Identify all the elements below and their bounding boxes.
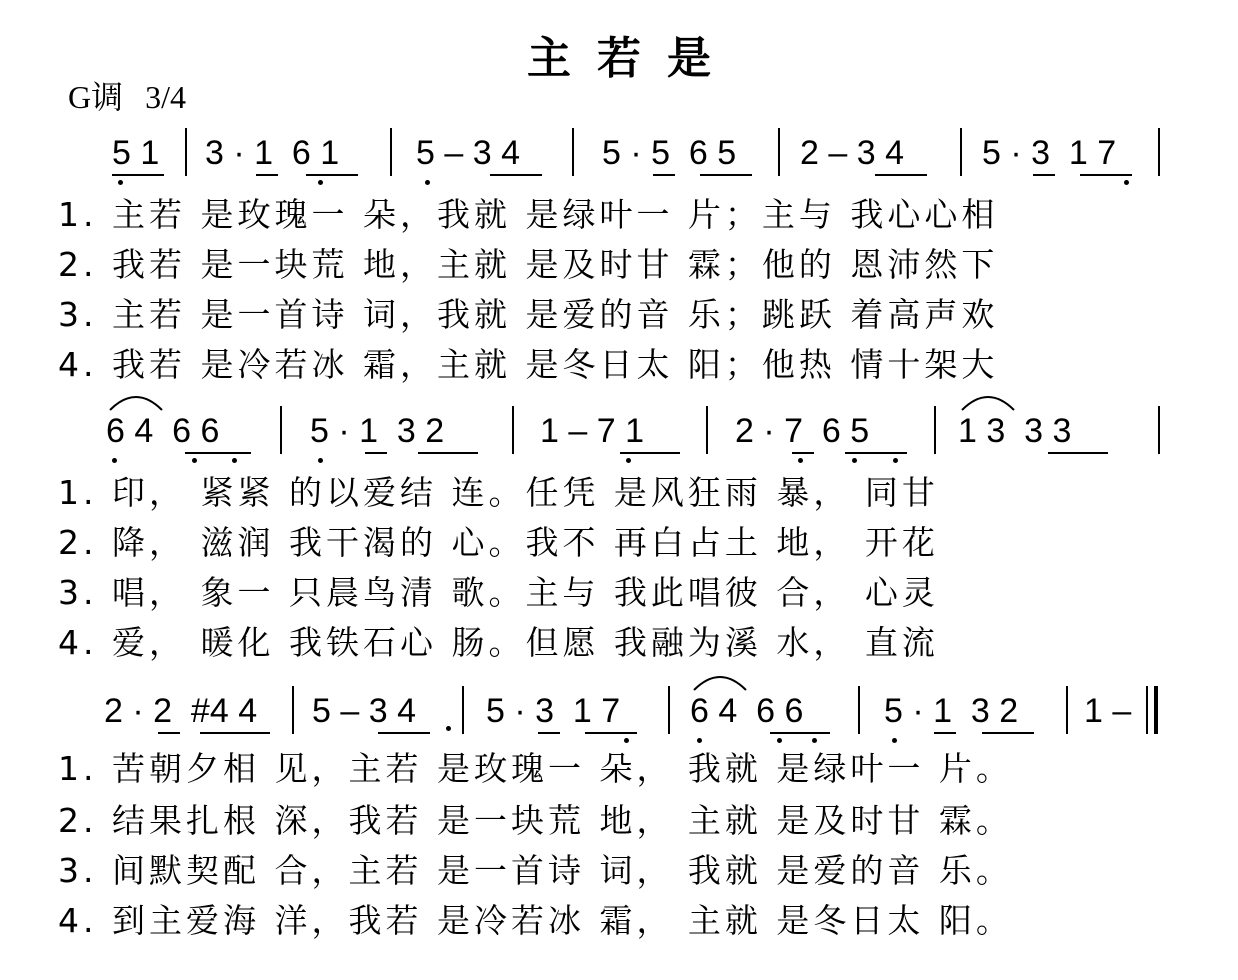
lyric-line (0, 898, 1238, 944)
low-octave-dot (626, 458, 631, 463)
barline (390, 128, 392, 176)
measure: 5 · 3 1 7 (486, 692, 621, 730)
low-octave-dot (318, 180, 323, 185)
beam-underline (934, 732, 956, 734)
beam-underline (770, 732, 830, 734)
final-barline (1154, 686, 1158, 734)
lyric-line (0, 342, 1238, 388)
beam-underline (1048, 452, 1108, 454)
barline (668, 686, 670, 734)
low-octave-dot (893, 458, 898, 463)
beam-underline (112, 174, 164, 176)
barline (960, 128, 962, 176)
measure: 2 · 7 6 5 (735, 412, 870, 450)
low-octave-dot (1124, 180, 1129, 185)
lyric-verse-4: 4. 到主爱海 洋，我若 是冷若冰 霜， 主就 是冬日太 阳。 (58, 901, 1013, 940)
barline (706, 406, 708, 454)
low-octave-dot (852, 458, 857, 463)
measure: 5 · 3 1 7 (982, 134, 1117, 172)
measure: 3 · 1 6 1 (205, 134, 340, 172)
staccato-dot (446, 726, 451, 731)
measure: 5 1 (112, 134, 160, 172)
measure: 1 – (1084, 692, 1132, 730)
lyric-verse-2: 2. 我若 是一块荒 地，主就 是及时甘 霖；他的 恩沛然下 (58, 245, 999, 284)
lyric-line (0, 520, 1238, 566)
beam-underline (306, 174, 358, 176)
measure: 1 – 7 1 (540, 412, 644, 450)
lyric-verse-4: 4. 爱， 暖化 我铁石心 肠。但愿 我融为溪 水， 直流 (58, 623, 939, 662)
barline (1158, 128, 1160, 176)
lyric-verse-2: 2. 结果扎根 深，我若 是一块荒 地， 主就 是及时甘 霖。 (58, 801, 1013, 840)
lyric-line (0, 746, 1238, 792)
low-octave-dot (232, 458, 237, 463)
lyric-verse-2: 2. 降， 滋润 我干渴的 心。我不 再白占土 地， 开花 (58, 523, 939, 562)
beam-underline (378, 732, 430, 734)
low-octave-dot (624, 738, 629, 743)
notation-row-2 (0, 406, 1238, 456)
lyric-line (0, 798, 1238, 844)
notation-row-3 (0, 686, 1238, 736)
barline (1146, 686, 1148, 734)
low-octave-dot (118, 180, 123, 185)
barline (1158, 406, 1160, 454)
beam-underline (700, 174, 752, 176)
beam-underline (538, 732, 560, 734)
measure: 2 – 3 4 (800, 134, 904, 172)
measure: 5 – 3 4 (416, 134, 520, 172)
barline (778, 128, 780, 176)
lyric-verse-1: 1. 印， 紧紧 的以爱结 连。任凭 是风狂雨 暴， 同甘 (58, 473, 939, 512)
measure: 5 · 5 6 5 (602, 134, 737, 172)
low-octave-dot (798, 458, 803, 463)
lyric-verse-3: 3. 唱， 象一 只晨鸟清 歌。主与 我此唱彼 合， 心灵 (58, 573, 939, 612)
beam-underline (875, 174, 927, 176)
low-octave-dot (892, 738, 897, 743)
measure: 1 3 3 3 (958, 412, 1072, 450)
barline (292, 686, 294, 734)
barline (512, 406, 514, 454)
lyric-line (0, 242, 1238, 288)
beam-underline (792, 452, 814, 454)
beam-underline (256, 174, 278, 176)
lyric-line (0, 570, 1238, 616)
beam-underline (653, 174, 675, 176)
measure: 6 4 6 6 (690, 692, 804, 730)
measure: 2 · 2 #4 4 (104, 692, 258, 730)
notation-row-1 (0, 128, 1238, 178)
lyric-verse-4: 4. 我若 是冷若冰 霜，主就 是冬日太 阳；他热 情十架大 (58, 345, 999, 384)
lyric-line (0, 470, 1238, 516)
barline (934, 406, 936, 454)
measure: 6 4 6 6 (106, 412, 220, 450)
low-octave-dot (425, 180, 430, 185)
barline (462, 686, 464, 734)
lyric-line (0, 292, 1238, 338)
measure: 5 · 1 3 2 (310, 412, 445, 450)
lyric-line (0, 848, 1238, 894)
beam-underline (185, 452, 251, 454)
beam-underline (1080, 174, 1132, 176)
lyric-verse-1: 1. 苦朝夕相 见，主若 是玫瑰一 朵， 我就 是绿叶一 片。 (58, 749, 1013, 788)
beam-underline (585, 732, 637, 734)
low-octave-dot (697, 738, 702, 743)
lyric-line (0, 192, 1238, 238)
barline (280, 406, 282, 454)
beam-underline (982, 732, 1034, 734)
lyric-verse-3: 3. 间默契配 合，主若 是一首诗 词， 我就 是爱的音 乐。 (58, 851, 1013, 890)
lyric-line (0, 620, 1238, 666)
low-octave-dot (812, 738, 817, 743)
lyric-verse-1: 1. 主若 是玫瑰一 朵，我就 是绿叶一 片；主与 我心心相 (58, 195, 999, 234)
beam-underline (158, 732, 180, 734)
key-and-time-signature: G调 3/4 (68, 79, 187, 115)
low-octave-dot (318, 458, 323, 463)
low-octave-dot (112, 458, 117, 463)
measure: 5 – 3 4 (312, 692, 416, 730)
beam-underline (365, 452, 387, 454)
barline (572, 128, 574, 176)
beam-underline (490, 174, 542, 176)
barline (858, 686, 860, 734)
beam-underline (845, 452, 907, 454)
measure: 5 · 1 3 2 (884, 692, 1019, 730)
low-octave-dot (777, 738, 782, 743)
beam-underline (620, 452, 680, 454)
beam-underline (1033, 174, 1055, 176)
song-title: 主若是 (527, 33, 737, 84)
low-octave-dot (192, 458, 197, 463)
barline (1066, 686, 1068, 734)
lyric-verse-3: 3. 主若 是一首诗 词，我就 是爱的音 乐；跳跃 着高声欢 (58, 295, 999, 334)
beam-underline (200, 732, 270, 734)
beam-underline (418, 452, 478, 454)
barline (185, 128, 187, 176)
